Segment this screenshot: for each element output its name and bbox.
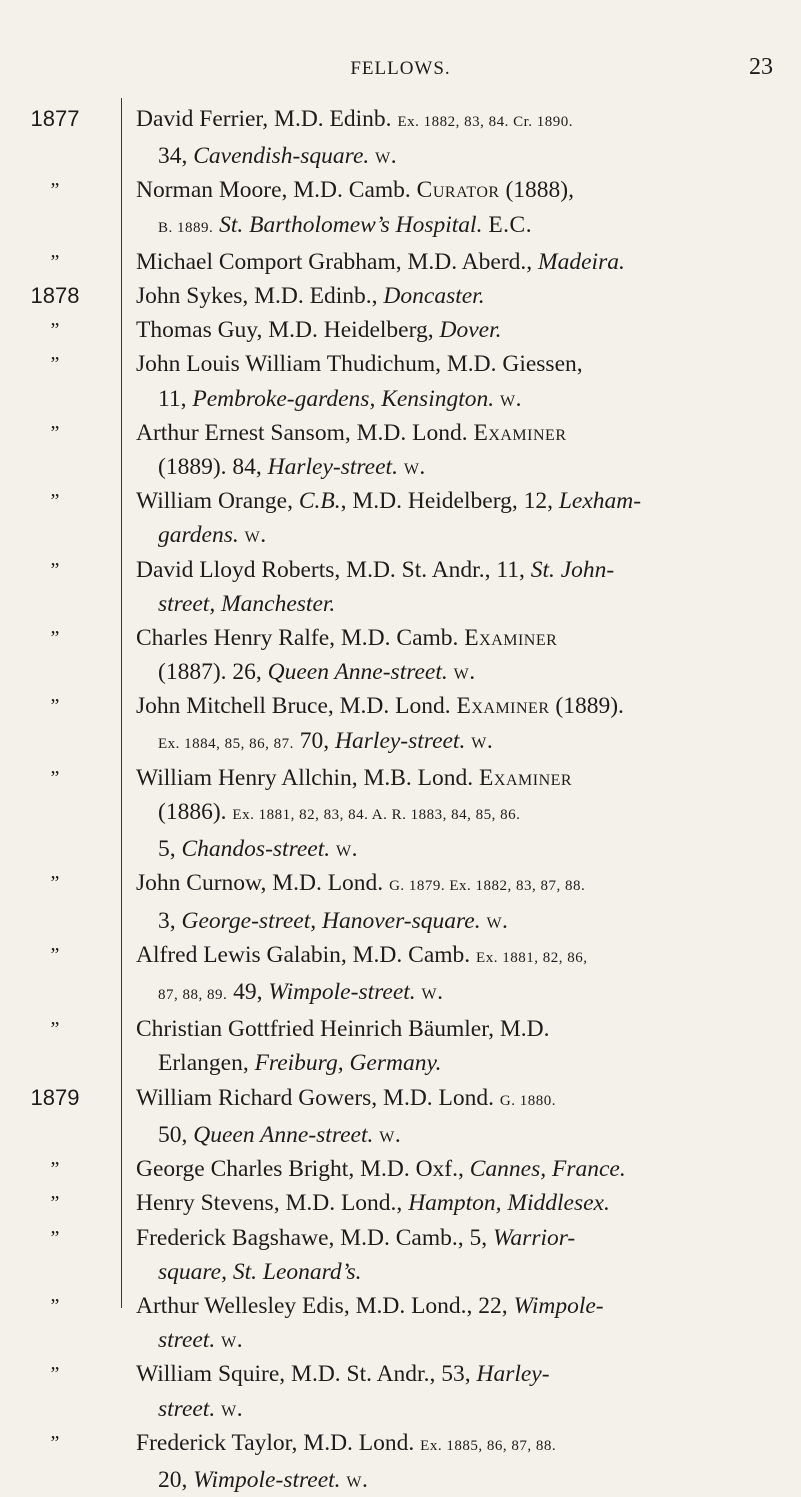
address: Wimpole-street. xyxy=(193,1466,341,1493)
entry-year: ” xyxy=(50,1192,60,1215)
entry-year: ” xyxy=(50,319,60,342)
address: Queen Anne-street. xyxy=(193,1121,374,1148)
street-number: 3, xyxy=(158,907,176,934)
list-item xyxy=(0,621,801,689)
list-item xyxy=(0,689,801,760)
entry-year: 1879 xyxy=(30,1084,80,1110)
fellow-name: Thomas Guy, M.D. Heidelberg, xyxy=(136,317,434,344)
list-item xyxy=(0,1012,801,1080)
list-item xyxy=(0,1426,801,1497)
list-item xyxy=(0,553,801,621)
postal-district: E.C. xyxy=(488,211,533,238)
street-number: 11, xyxy=(158,385,187,412)
entry-year: ” xyxy=(50,695,60,718)
fellow-name: John Curnow, M.D. Lond. xyxy=(136,870,384,897)
office-year: (1889). 84, xyxy=(158,454,262,481)
entry-year: ” xyxy=(50,766,60,789)
fellow-name: Christian Gottfried Heinrich Bäumler, M.D. xyxy=(136,1016,550,1043)
fellow-name: Norman Moore, M.D. Camb. xyxy=(136,177,411,204)
entry-year: ” xyxy=(50,1018,60,1041)
list-item xyxy=(0,279,801,313)
address: Dover. xyxy=(439,317,502,344)
address: St. Bartholomew’s Hospital. xyxy=(219,211,483,238)
fellow-name: George Charles Bright, M.D. Oxf., xyxy=(136,1156,464,1183)
address: Pembroke-gardens, Kensington. xyxy=(192,385,495,412)
address-cont: street. xyxy=(158,1327,216,1354)
list-item xyxy=(0,102,801,173)
postal-district: w. xyxy=(421,979,444,1006)
page-number: 23 xyxy=(749,54,773,80)
entry-year: ” xyxy=(50,1158,60,1181)
fellow-name: David Lloyd Roberts, M.D. St. Andr., 11, xyxy=(136,556,525,583)
fellow-name: William Orange, xyxy=(136,488,293,515)
address: Madeira. xyxy=(538,248,625,275)
list-item xyxy=(0,1357,801,1425)
list-item xyxy=(0,1289,801,1357)
postal-district: w. xyxy=(335,836,358,863)
postal-district: w. xyxy=(403,454,426,481)
address: Hampton, Middlesex. xyxy=(408,1190,610,1217)
postal-district: w. xyxy=(379,1121,402,1148)
examiner-years: Ex. 1881, 82, 86, xyxy=(476,949,588,966)
address: George-street, Hanover-square. xyxy=(181,907,481,934)
address: Freiburg, Germany. xyxy=(254,1050,442,1077)
street-number: 5, xyxy=(158,836,176,863)
page-header xyxy=(0,54,801,88)
postal-district: w. xyxy=(471,727,494,754)
list-item xyxy=(0,938,801,1012)
examiner-years: Ex. 1884, 85, 86, 87. xyxy=(158,735,294,752)
postal-district: w. xyxy=(346,1466,369,1493)
fellow-name: John Sykes, M.D. Edinb., xyxy=(136,283,378,310)
address: Harley- xyxy=(476,1361,550,1388)
postal-district: w. xyxy=(375,143,398,170)
address-cont: square, St. Leonard’s. xyxy=(158,1258,362,1285)
postal-district: w. xyxy=(244,522,267,549)
entry-year: ” xyxy=(50,1431,60,1454)
address: Chandos-street. xyxy=(181,836,331,863)
list-item xyxy=(0,173,801,244)
office-title: Examiner xyxy=(456,693,550,720)
street-number: 20, xyxy=(158,1466,188,1493)
office-year: (1886). xyxy=(158,799,227,826)
list-item xyxy=(0,347,801,415)
list-item xyxy=(0,313,801,347)
address: Harley-street. xyxy=(335,727,466,754)
office-title: Examiner xyxy=(479,764,573,791)
postal-district: w. xyxy=(453,659,476,686)
postal-district: w. xyxy=(500,385,522,412)
fellow-name: Frederick Bagshawe, M.D. Camb., 5, xyxy=(136,1224,488,1251)
address: Queen Anne-street. xyxy=(267,659,448,686)
street-number: 34, xyxy=(158,143,188,170)
address: Cavendish-square. xyxy=(193,143,370,170)
office-title: Examiner xyxy=(464,625,558,652)
entry-year: ” xyxy=(50,1363,60,1386)
list-item xyxy=(0,866,801,937)
address-cont: street, Manchester. xyxy=(158,590,336,617)
entry-year: 1877 xyxy=(30,106,80,131)
entry-year: 1878 xyxy=(30,283,80,309)
address: Doncaster. xyxy=(383,283,485,310)
fellow-name: Alfred Lewis Galabin, M.D. Camb. xyxy=(136,941,471,968)
address: Wimpole-street. xyxy=(268,979,416,1006)
list-item xyxy=(0,416,801,484)
degree: , M.D. Heidelberg, 12, xyxy=(340,488,553,515)
fellow-name: David Ferrier, M.D. Edinb. xyxy=(136,106,392,132)
entry-year: ” xyxy=(50,421,60,444)
address: St. John- xyxy=(530,556,615,583)
entry-year: ” xyxy=(50,179,60,202)
address: Wimpole- xyxy=(513,1292,604,1319)
postal-district: w. xyxy=(486,907,509,934)
list-item xyxy=(0,761,801,867)
street-number: 70, xyxy=(299,727,330,754)
postal-district: w. xyxy=(221,1327,244,1354)
fellow-name: Henry Stevens, M.D. Lond., xyxy=(136,1190,403,1217)
entry-year: ” xyxy=(50,872,60,895)
entry-year: ” xyxy=(50,1294,60,1317)
list-item xyxy=(0,1081,801,1152)
examiner-years: G. 1879. Ex. 1882, 83, 87, 88. xyxy=(389,878,586,895)
entry-year: ” xyxy=(50,943,60,966)
office-year: (1888), xyxy=(505,177,574,204)
office-year: (1887). 26, xyxy=(158,659,262,686)
fellow-name: Frederick Taylor, M.D. Lond. xyxy=(136,1429,415,1456)
office-title: Curator xyxy=(416,177,500,204)
street-number: 50, xyxy=(158,1121,188,1148)
list-item xyxy=(0,1152,801,1186)
fellow-name: John Mitchell Bruce, M.D. Lond. xyxy=(136,693,451,720)
list-item xyxy=(0,245,801,279)
address: Lexham- xyxy=(558,488,642,515)
fellow-name: Arthur Ernest Sansom, M.D. Lond. xyxy=(136,419,468,446)
fellow-name: William Squire, M.D. St. Andr., 53, xyxy=(136,1361,471,1388)
running-head: FELLOWS. xyxy=(350,58,451,79)
postal-district: w. xyxy=(221,1395,244,1422)
fellow-name: William Richard Gowers, M.D. Lond. xyxy=(136,1084,495,1111)
fellow-name: Arthur Wellesley Edis, M.D. Lond., 22, xyxy=(136,1292,508,1319)
address: Harley-street. xyxy=(267,454,398,481)
street-number: 49, xyxy=(233,979,263,1006)
list-item xyxy=(0,484,801,552)
entry-year: ” xyxy=(50,490,60,513)
address-cont: street. xyxy=(158,1395,216,1422)
examiner-years: G. 1880. xyxy=(499,1092,556,1109)
office-year: (1889). xyxy=(555,693,624,720)
examiner-years: Ex. 1885, 86, 87, 88. xyxy=(420,1437,557,1454)
address: Cannes, France. xyxy=(469,1156,626,1183)
degree-place: Erlangen, xyxy=(158,1050,249,1077)
entry-year: ” xyxy=(50,558,60,581)
entry-year: ” xyxy=(50,1226,60,1249)
examiner-years-cont: 87, 88, 89. xyxy=(158,987,228,1004)
fellow-name: William Henry Allchin, M.B. Lond. xyxy=(136,764,474,791)
office-ref: B. 1889. xyxy=(158,219,214,236)
entry-year: ” xyxy=(50,353,60,376)
list-item xyxy=(0,1186,801,1220)
examiner-years: Ex. 1881, 82, 83, 84. A. R. 1883, 84, 85, 86. xyxy=(232,807,521,824)
examiner-years: Ex. 1882, 83, 84. Cr. 1890. xyxy=(397,114,574,130)
entry-year: ” xyxy=(50,627,60,650)
fellow-name: Michael Comport Grabham, M.D. Aberd., xyxy=(136,248,533,275)
honour: C.B. xyxy=(298,488,341,515)
address-cont: gardens. xyxy=(158,522,239,549)
fellow-name: John Louis William Thudichum, M.D. Giessen, xyxy=(136,351,583,378)
office-title: Examiner xyxy=(473,419,567,446)
fellow-name: Charles Henry Ralfe, M.D. Camb. xyxy=(136,625,459,652)
fellows-list xyxy=(0,102,801,1497)
entry-year: ” xyxy=(50,250,60,273)
address: Warrior- xyxy=(493,1224,576,1251)
list-item xyxy=(0,1221,801,1289)
